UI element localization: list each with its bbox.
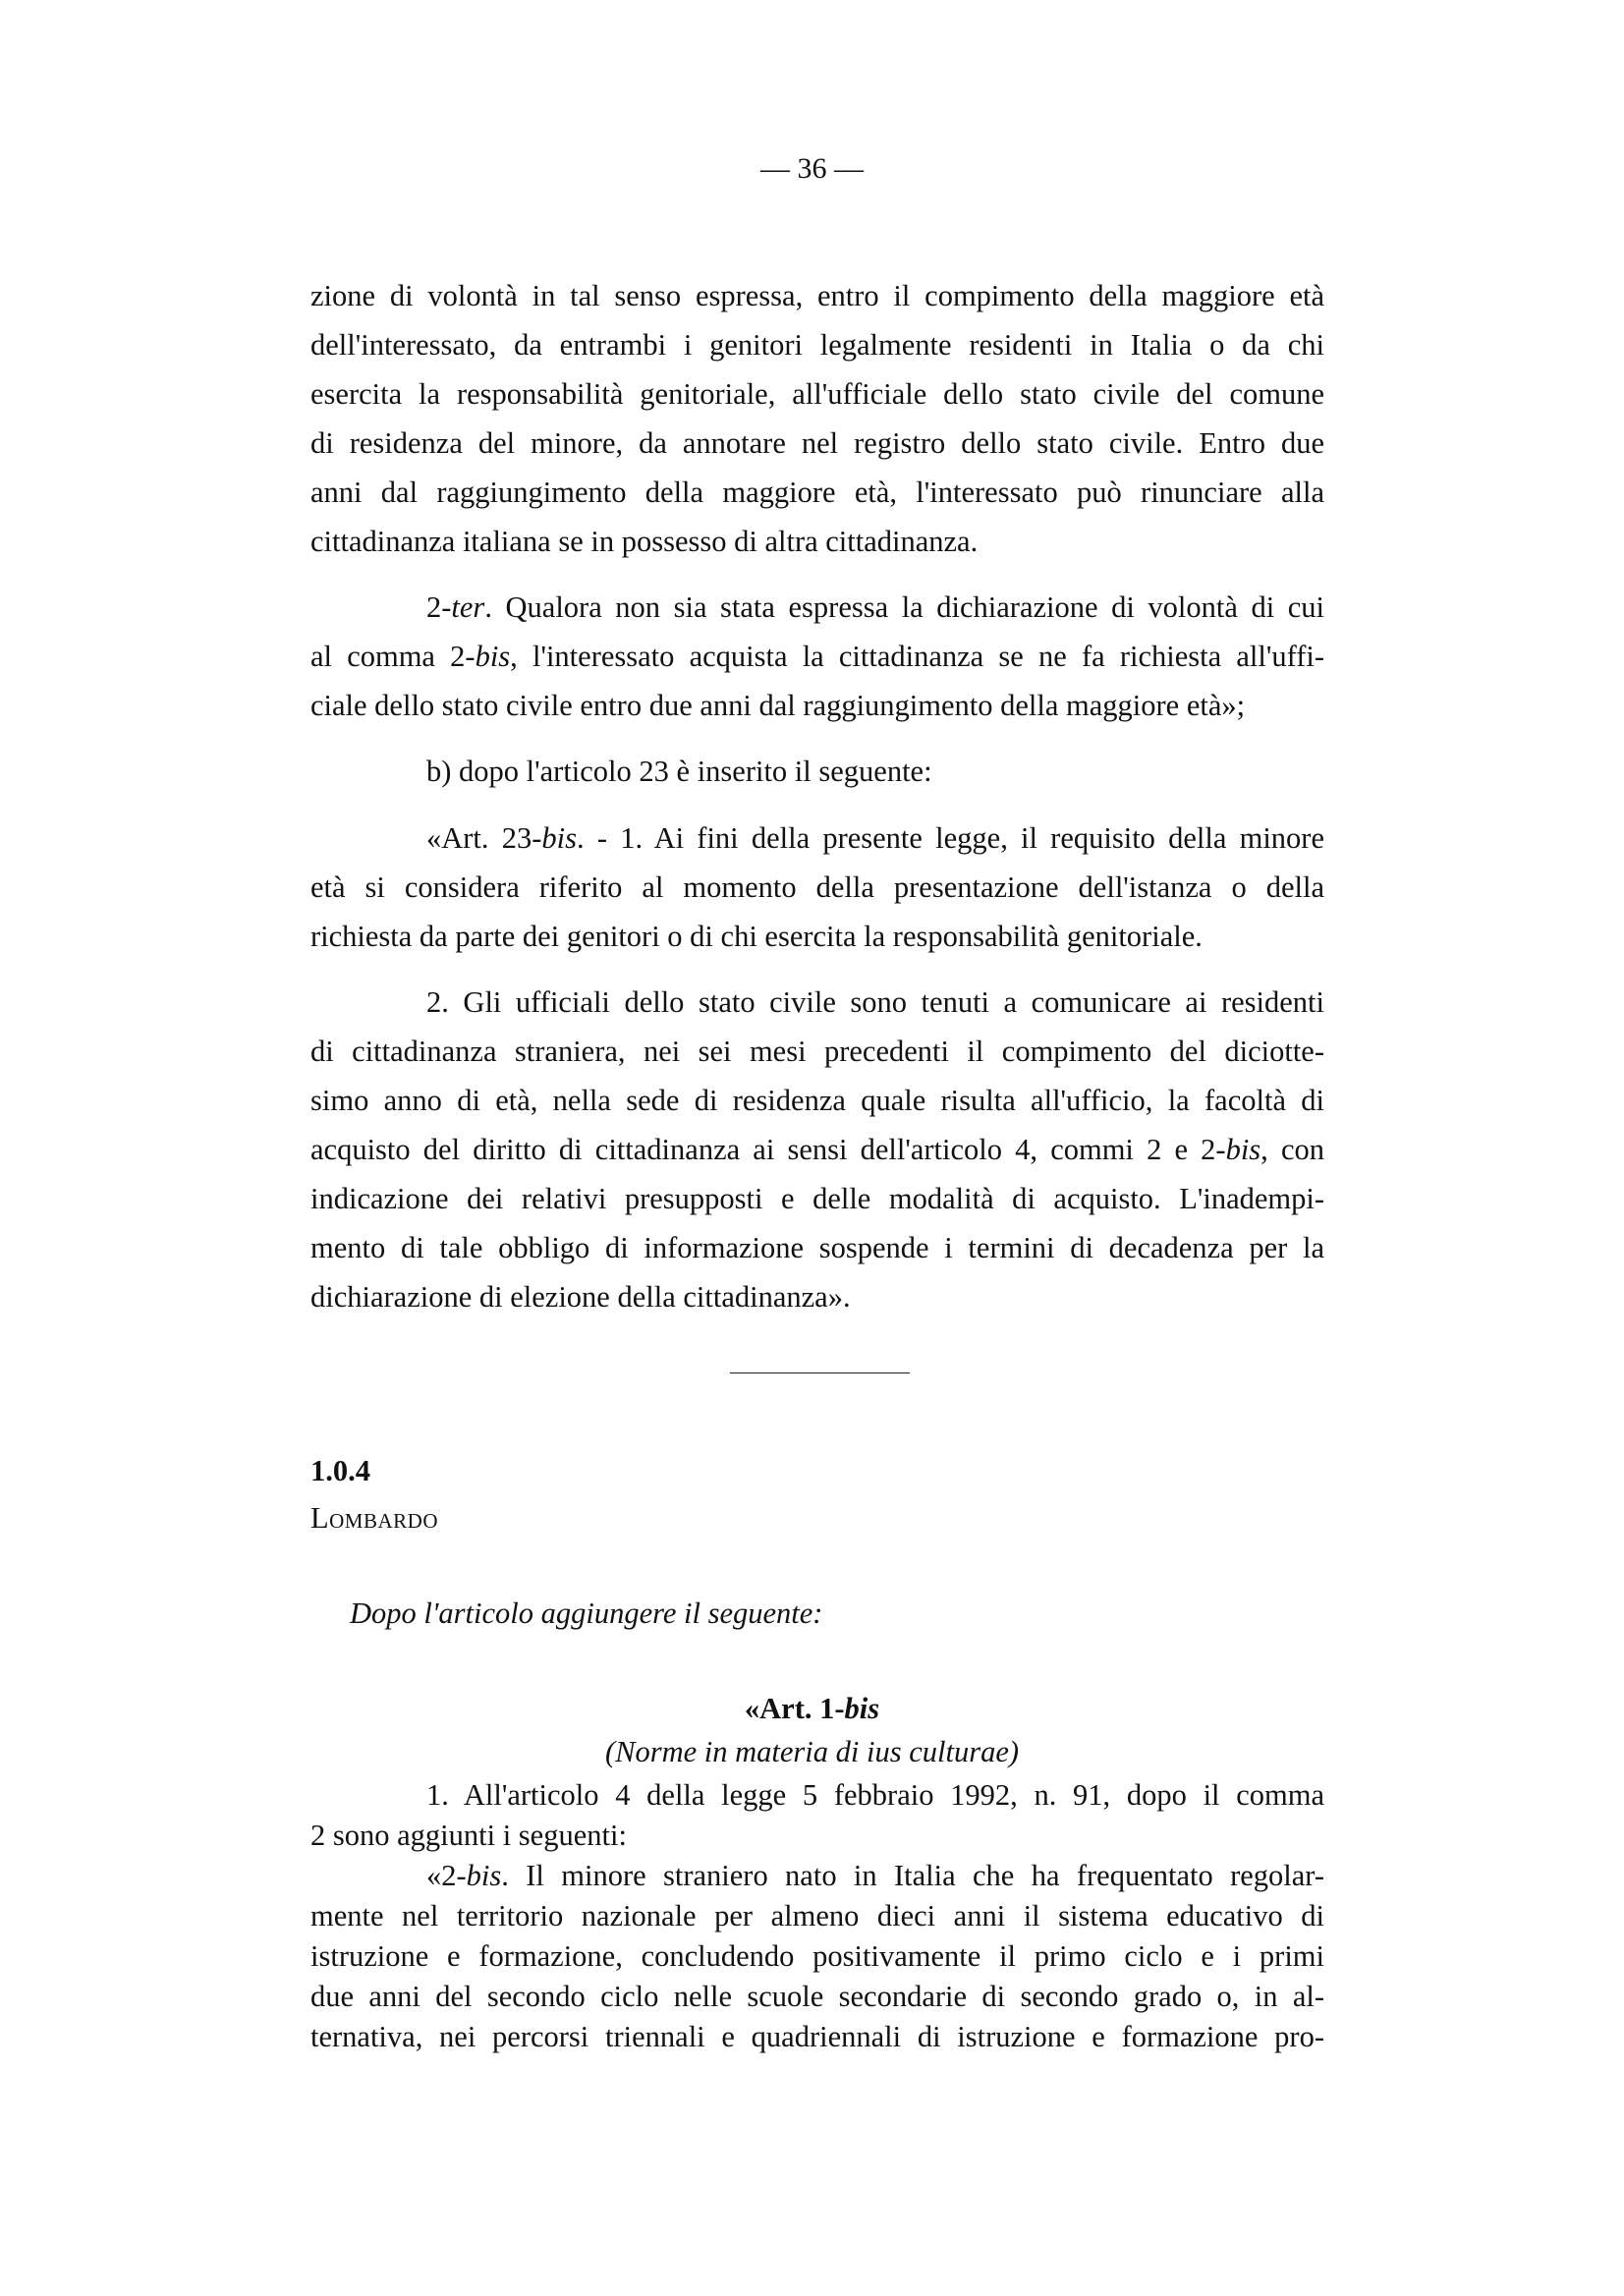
paragraph-continuation <box>310 271 1324 566</box>
text-line: due anni del secondo ciclo nelle scuole secondarie di secondo grado o, in al- <box>310 1980 1324 2013</box>
text-line: età si considera riferito al momento della presentazione dell'istanza o della <box>310 870 1324 904</box>
text-line: 2-ter. Qualora non sia stata espressa la dichiarazione di volontà di cui <box>426 590 1324 624</box>
text-line: zione di volontà in tal senso espressa, entro il compimento della maggiore età <box>310 279 1324 312</box>
text-line: acquisto del diritto di cittadinanza ai sensi dell'articolo 4, commi 2 e 2-bis, con <box>310 1133 1324 1166</box>
text-line: anni dal raggiungimento della maggiore età, l'interessato può rinunciare alla <box>310 476 1324 509</box>
text-line: ternativa, nei percorsi triennali e quadriennali di istruzione e formazione pro- <box>310 2020 1324 2053</box>
section-divider <box>730 1372 910 1373</box>
text-line: dichiarazione di elezione della cittadinanza». <box>310 1280 851 1314</box>
text-line: ciale dello stato civile entro due anni dal raggiungimento della maggiore età»; <box>310 689 1246 722</box>
text-line: cittadinanza italiana se in possesso di altra cittadinanza. <box>310 525 979 558</box>
paragraph-art-23-bis <box>310 813 1324 961</box>
article-subtitle: (Norme in materia di ius culturae) <box>604 1735 1020 1768</box>
text-line: dell'interessato, da entrambi i genitori legalmente residenti in Italia o da chi <box>310 328 1324 362</box>
text-line: istruzione e formazione, concludendo positivamente il primo ciclo e i primi <box>310 1939 1324 1973</box>
paragraph-b <box>310 747 1324 796</box>
article-comma-1 <box>310 1775 1324 1856</box>
text-line: 2. Gli ufficiali dello stato civile sono tenuti a comunicare ai residenti <box>426 985 1324 1019</box>
text-line: mento di tale obbligo di informazione sospende i termini di decadenza per la <box>310 1231 1324 1264</box>
paragraph-2-ter <box>310 583 1324 730</box>
text-line: mente nel territorio nazionale per almeno dieci anni il sistema educativo di <box>310 1899 1324 1932</box>
text-line: 2 sono aggiunti i seguenti: <box>310 1819 627 1852</box>
page-number: — 36 — <box>760 152 864 185</box>
text-line: «2-bis. Il minore straniero nato in Italia che ha frequentato regolar- <box>426 1859 1324 1892</box>
text-line: richiesta da parte dei genitori o di chi esercita la responsabilità genitoriale. <box>310 920 1203 953</box>
article-title: «Art. 1-bis <box>744 1692 880 1725</box>
amendment-number: 1.0.4 <box>310 1454 370 1487</box>
amendment-intro: Dopo l'articolo aggiungere il seguente: <box>350 1596 823 1630</box>
paragraph-comma-2 <box>310 978 1324 1321</box>
text-line: indicazione dei relativi presupposti e delle modalità di acquisto. L'inadempi- <box>310 1182 1324 1215</box>
text-line: b) dopo l'articolo 23 è inserito il seguente: <box>426 755 932 788</box>
text-line: simo anno di età, nella sede di residenza quale risulta all'ufficio, la facoltà di <box>310 1084 1324 1117</box>
text-line: di cittadinanza straniera, nei sei mesi precedenti il compimento del diciotte- <box>310 1035 1324 1068</box>
text-line: 1. All'articolo 4 della legge 5 febbraio 1992, n. 91, dopo il comma <box>426 1778 1324 1812</box>
article-comma-2-bis <box>310 1856 1324 2057</box>
text-line: «Art. 23-bis. - 1. Ai fini della presente legge, il requisito della minore <box>426 821 1324 855</box>
text-line: al comma 2-bis, l'interessato acquista la cittadinanza se ne fa richiesta all'uffi- <box>310 640 1324 673</box>
text-line: esercita la responsabilità genitoriale, all'ufficiale dello stato civile del comune <box>310 377 1324 411</box>
amendment-author: Lombardo <box>310 1501 438 1535</box>
text-line: di residenza del minore, da annotare nel registro dello stato civile. Entro due <box>310 426 1324 460</box>
